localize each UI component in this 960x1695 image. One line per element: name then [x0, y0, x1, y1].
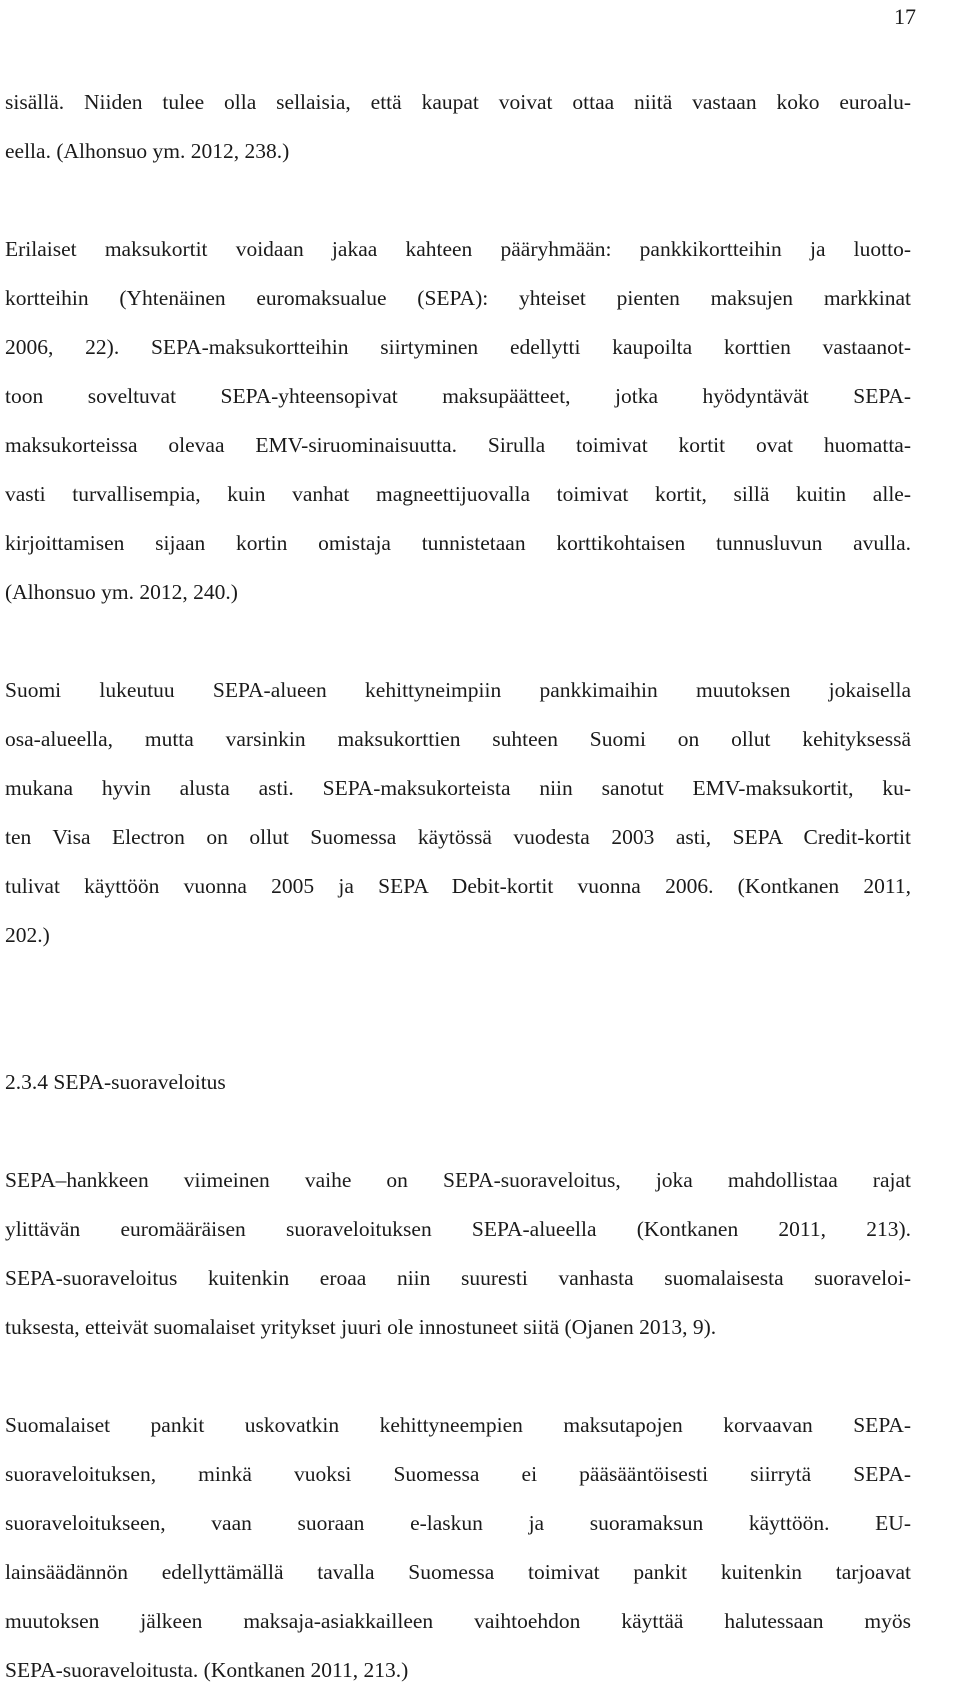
text-line: tuksesta, etteivät suomalaiset yritykset juuri ole innostuneet siitä (Ojanen 2013, 9).: [5, 1315, 717, 1339]
text-line: Suomi lukeutuu SEPA-alueen kehittyneimpiin pankkimaihin muutoksen jokaisella: [5, 678, 911, 702]
text-line: vasti turvallisempia, kuin vanhat magneettijuovalla toimivat kortit, sillä kuitin alle-: [5, 482, 911, 506]
text-line: suoraveloituksen, minkä vuoksi Suomessa ei pääsääntöisesti siirrytä SEPA-: [5, 1462, 911, 1486]
text-line: 202.): [5, 923, 50, 947]
text-line: maksukorteissa olevaa EMV-siruominaisuutta. Sirulla toimivat kortit ovat huomatta-: [5, 433, 911, 457]
text-line: Suomalaiset pankit uskovatkin kehittyneempien maksutapojen korvaavan SEPA-: [5, 1413, 911, 1437]
text-line: mukana hyvin alusta asti. SEPA-maksukorteista niin sanotut EMV-maksukortit, ku-: [5, 776, 911, 800]
paragraph-2: [5, 225, 911, 617]
page-number: 17: [894, 4, 916, 29]
text-line: ten Visa Electron on ollut Suomessa käytössä vuodesta 2003 asti, SEPA Credit-kortit: [5, 825, 911, 849]
text-line: kirjoittamisen sijaan kortin omistaja tunnistetaan korttikohtaisen tunnusluvun avulla.: [5, 531, 911, 555]
text-line: ylittävän euromääräisen suoraveloituksen SEPA-alueella (Kontkanen 2011, 213).: [5, 1217, 911, 1241]
text-line: tulivat käyttöön vuonna 2005 ja SEPA Debit-kortit vuonna 2006. (Kontkanen 2011,: [5, 874, 911, 898]
text-line: sisällä. Niiden tulee olla sellaisia, että kaupat voivat ottaa niitä vastaan koko euroalu-: [5, 90, 911, 114]
text-line: lainsäädännön edellyttämällä tavalla Suomessa toimivat pankit kuitenkin tarjoavat: [5, 1560, 911, 1584]
text-line: SEPA-suoraveloitus kuitenkin eroaa niin suuresti vanhasta suomalaisesta suoraveloi-: [5, 1266, 911, 1290]
text-line: suoraveloitukseen, vaan suoraan e-laskun ja suoramaksun käyttöön. EU-: [5, 1511, 911, 1535]
paragraph-5: [5, 1401, 911, 1695]
text-line: muutoksen jälkeen maksaja-asiakkailleen vaihtoehdon käyttää halutessaan myös: [5, 1609, 911, 1633]
paragraph-1: [5, 78, 911, 176]
text-line: SEPA–hankkeen viimeinen vaihe on SEPA-suoraveloitus, joka mahdollistaa rajat: [5, 1168, 911, 1192]
text-line: osa-alueella, mutta varsinkin maksukorttien suhteen Suomi on ollut kehityksessä: [5, 727, 911, 751]
text-line: SEPA-suoraveloitusta. (Kontkanen 2011, 213.): [5, 1658, 409, 1682]
text-line: kortteihin (Yhtenäinen euromaksualue (SEPA): yhteiset pienten maksujen markkinat: [5, 286, 911, 310]
document-body: [5, 78, 911, 1695]
section-heading: 2.3.4 SEPA-suoraveloitus: [5, 1070, 226, 1094]
text-line: Erilaiset maksukortit voidaan jakaa kahteen pääryhmään: pankkikortteihin ja luotto-: [5, 237, 911, 261]
paragraph-4: [5, 1156, 911, 1352]
text-line: (Alhonsuo ym. 2012, 240.): [5, 580, 238, 604]
paragraph-3: [5, 666, 911, 960]
text-line: 2006, 22). SEPA-maksukortteihin siirtyminen edellytti kaupoilta korttien vastaanot-: [5, 335, 911, 359]
text-line: toon soveltuvat SEPA-yhteensopivat maksupäätteet, jotka hyödyntävät SEPA-: [5, 384, 911, 408]
text-line: eella. (Alhonsuo ym. 2012, 238.): [5, 139, 290, 163]
